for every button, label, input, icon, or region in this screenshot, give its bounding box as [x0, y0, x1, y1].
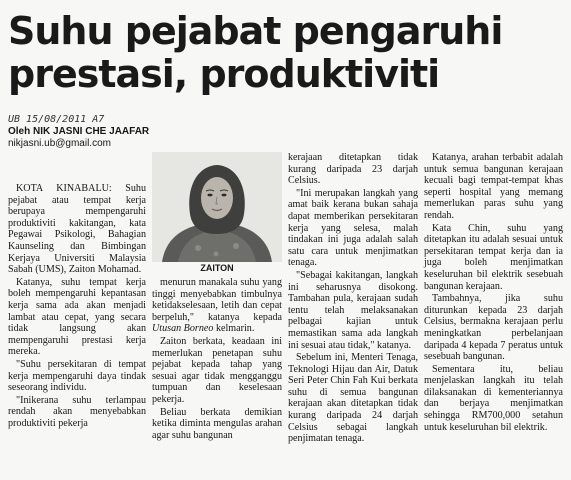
text-segment: kelmarin. — [215, 323, 255, 335]
portrait-photo — [152, 152, 282, 262]
paragraph: Zaiton berkata, keadaan ini memerlukan penetapan suhu pejabat kepada tahap yang sesuai agar tidak mengganggu tumpuan dan keselesaan pekerja. — [152, 335, 282, 405]
paragraph: "Inikerana suhu terlampau rendah akan menyebabkan produktiviti pekerja — [8, 394, 146, 429]
article-column-1 — [8, 183, 146, 429]
paragraph — [152, 277, 282, 335]
portrait-image — [152, 152, 282, 262]
paragraph: "Suhu persekitaran di tempat kerja mempengaruhi daya tindak seseorang individu. — [8, 358, 146, 394]
paragraph: KOTA KINABALU: Suhu pejabat atau tempat kerja berupaya mempengaruhi produktiviti kakitangan, kata Pegawai Psikologi, Bahagian Kaunseling dan Bimbingan Kerjaya Universiti Malaysia Sabah (UMS), Zaiton Mohamad. — [8, 183, 146, 276]
paragraph: Sebelum ini, Menteri Tenaga, Teknologi Hijau dan Air, Datuk Seri Peter Chin Fah Kui berkata suhu di semua bangunan kerajaan akan ditetapkan tidak kurang daripada 24 darjah Celsius sebagai langkah penjimatan tenaga. — [288, 352, 418, 445]
photo-caption: ZAITON — [200, 263, 234, 273]
paragraph: Tambahnya, jika suhu diturunkan kepada 23 darjah Celsius, bermakna kerajaan perlu meningkatkan perbelanjaan daripada 4 kepada 7 peratus untuk sesebuah bangunan. — [424, 293, 563, 363]
paragraph: "Ini merupakan langkah yang amat baik kerana bukan sahaja dapat memberikan persekitaran kerja yang selesa, malah tindakan ini juga adalah salah satu cara untuk menjimatkan tenaga. — [288, 187, 418, 269]
paragraph: Sementara itu, beliau menjelaskan langkah itu telah dilaksanakan di kementeriannya dan berjaya menjimatkan sehingga RM700,000 setahun untuk keseluruhan bil elektrik. — [424, 363, 563, 433]
paragraph: Kata Chin, suhu yang ditetapkan itu adalah sesuai untuk persekitaran tempat kerja dan ia juga boleh menjimatkan keseluruhan bil elektrik sesebuah bangunan kerajaan. — [424, 222, 563, 292]
paragraph: kerajaan ditetapkan tidak kurang daripada 23 darjah Celsius. — [288, 152, 418, 187]
article-column-4 — [424, 152, 563, 433]
text-segment: menurun manakala suhu yang tinggi menyebabkan timbulnya ketidakselesaan, letih dan cepat berpeluh," katanya kepada — [152, 277, 282, 323]
paragraph: Beliau berkata demikian ketika diminta mengulas arahan agar suhu bangunan — [152, 406, 282, 441]
paragraph: "Sebagai kakitangan, langkah ini seharusnya disokong. Tambahan pula, kerajaan sudah tentu telah melaksanakan pelbagai kajian untuk memastikan sama ada langkah ini sesuai atau tidak," katanya. — [288, 269, 418, 351]
paragraph: Katanya, arahan terbabit adalah untuk semua bangunan kerajaan kecuali bagi tempat-tempat khas seperti hospital yang memang memerlukan paras suhu yang rendah. — [424, 152, 563, 221]
article-column-3 — [288, 152, 418, 445]
headline: Suhu pejabat pengaruhi prestasi, produktiviti — [8, 9, 503, 96]
article-column-2 — [152, 277, 282, 441]
author-email: nikjasni.ub@gmail.com — [8, 138, 111, 149]
handwritten-date-note: UB 15/08/2011 A7 — [8, 114, 105, 125]
paragraph: Katanya, suhu tempat kerja boleh mempengaruhi kepantasan kerja sama ada akan menjadi lambat atau cepat, yang secara tidak langsung akan mempengaruhi prestasi kerja mereka. — [8, 276, 146, 358]
newspaper-name: Utusan Borneo — [152, 323, 214, 335]
byline: Oleh NIK JASNI CHE JAAFAR — [8, 126, 150, 137]
